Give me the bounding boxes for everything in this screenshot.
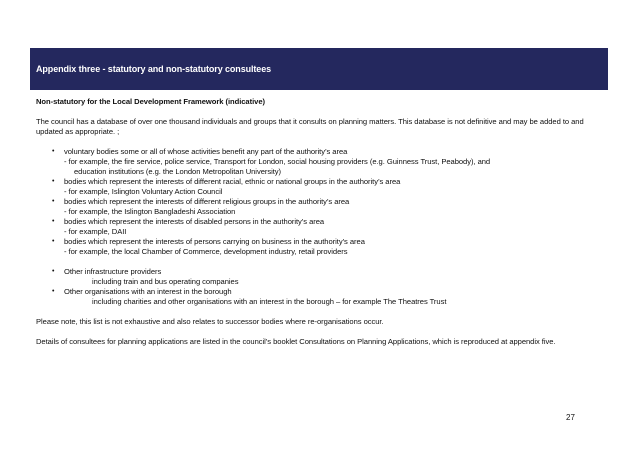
section-heading: Non-statutory for the Local Development Framework (indicative) xyxy=(36,97,265,106)
details-paragraph: Details of consultees for planning applications are listed in the council’s booklet Consultations on Planning Applications, which is reproduced at appendix five. xyxy=(36,337,556,346)
list-item-example: - for example, the fire service, police service, Transport for London, social housing providers (e.g. Guinness Trust, Peabody), and xyxy=(64,157,491,166)
bullet-icon: • xyxy=(52,268,55,275)
list-item-example: education institutions (e.g. the London Metropolitan University) xyxy=(74,167,282,176)
list-item-label: Other infrastructure providers xyxy=(64,267,162,276)
list-item-detail: including charities and other organisations with an interest in the borough – for example The Theatres Trust xyxy=(92,297,447,306)
appendix-banner xyxy=(30,48,608,90)
list-item xyxy=(36,197,606,207)
bullet-icon: • xyxy=(52,198,55,205)
list-item-label: Other organisations with an interest in the borough xyxy=(64,287,232,296)
consultee-group-list xyxy=(36,147,606,257)
list-item xyxy=(36,267,606,277)
list-item-label: bodies which represent the interests of different racial, ethnic or national groups in the authority’s area xyxy=(64,177,401,186)
list-item-example: - for example, the Islington Bangladeshi Association xyxy=(64,207,236,216)
list-item xyxy=(36,237,606,247)
list-item-detail: including train and bus operating companies xyxy=(92,277,239,286)
list-item-label: bodies which represent the interests of different religious groups in the authority’s area xyxy=(64,197,350,206)
list-item-label: bodies which represent the interests of disabled persons in the authority’s area xyxy=(64,217,325,226)
document-body xyxy=(36,97,606,357)
intro-paragraph: The council has a database of over one thousand individuals and groups that it consults on planning matters. This database is not definitive and may be added to and updated as appropriate. ; xyxy=(36,117,584,136)
bullet-icon: • xyxy=(52,148,55,155)
list-item xyxy=(36,217,606,227)
note-paragraph: Please note, this list is not exhaustive and also relates to successor bodies where re-organisations occur. xyxy=(36,317,384,326)
list-item xyxy=(36,177,606,187)
banner-title: Appendix three - statutory and non-statutory consultees xyxy=(36,64,272,74)
page-number: 27 xyxy=(566,413,575,422)
bullet-icon: • xyxy=(52,288,55,295)
list-item-label: bodies which represent the interests of persons carrying on business in the authority’s area xyxy=(64,237,365,246)
list-item-example: - for example, the local Chamber of Commerce, development industry, retail providers xyxy=(64,247,348,256)
bullet-icon: • xyxy=(52,218,55,225)
list-item xyxy=(36,147,606,157)
bullet-icon: • xyxy=(52,238,55,245)
list-item-label: voluntary bodies some or all of whose activities benefit any part of the authority’s area xyxy=(64,147,348,156)
list-item-example: - for example, DAII xyxy=(64,227,127,236)
other-consultee-list xyxy=(36,267,606,307)
list-item-example: - for example, Islington Voluntary Action Council xyxy=(64,187,223,196)
list-item xyxy=(36,287,606,297)
bullet-icon: • xyxy=(52,178,55,185)
